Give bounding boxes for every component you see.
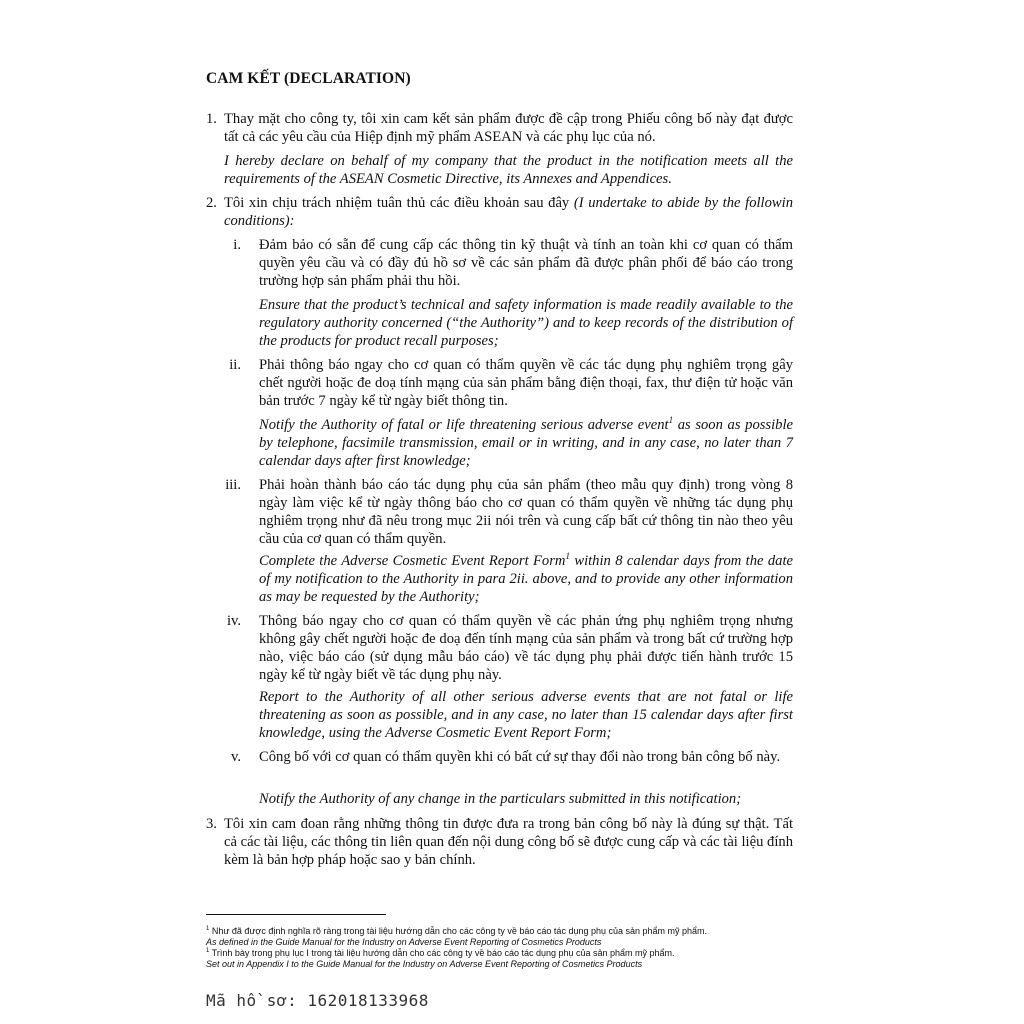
sub-item-ii-vietnamese: Phải thông báo ngay cho cơ quan có thẩm quyền về các tác dụng phụ nghiêm trọng gây chết người hoặc đe doạ tính mạng của sản phẩm bằng điện thoại, fax, thư điện tử hoặc văn bản trước 7 ngày kể từ ngày biết thông tin. bbox=[259, 357, 793, 409]
item-3-number: 3. bbox=[206, 816, 217, 832]
item-3-vietnamese: Tôi xin cam đoan rằng những thông tin được đưa ra trong bản công bố này là đúng sự thật. Tất cả các tài liệu, các thông tin liên quan đến nội dung công bố sẽ được cung cấp và các tài liệu đính kèm là bản hợp pháp hoặc sao y bản chính. bbox=[224, 816, 793, 868]
sub-item-i-number: i. bbox=[233, 237, 241, 253]
sub-item-ii-english bbox=[259, 416, 793, 470]
sub-item-iv-english: Report to the Authority of all other serious adverse events that are not fatal or life threatening as soon as possible, and in any case, no later than 15 calendar days after first knowledge, using the Adverse Cosmetic Event Report Form; bbox=[259, 689, 793, 741]
footnote-ref-2: 1 bbox=[565, 551, 570, 562]
sub-item-iii-vietnamese: Phải hoàn thành báo cáo tác dụng phụ của sản phẩm (theo mẫu quy định) trong vòng 8 ngày làm việc kể từ ngày thông báo cho cơ quan có thẩm quyền về những tác dụng phụ nghiêm trọng như đã nêu trong mục 2ii nói trên và cung cấp bất cứ thông tin nào theo yêu cầu của cơ quan có thẩm quyền. bbox=[259, 477, 793, 547]
sub-item-iv-vietnamese: Thông báo ngay cho cơ quan có thẩm quyền về các phản ứng phụ nghiêm trọng nhưng không gây chết người hoặc đe doạ đến tính mạng của sản phẩm và trong bất cứ trường hợp nào, việc báo cáo (sử dụng mẫu báo cáo) về tác dụng phụ phải được tiến hành trước 15 ngày kể từ ngày biết về tác dụng phụ này. bbox=[259, 613, 793, 683]
sub-item-i-vietnamese: Đảm bảo có sẵn để cung cấp các thông tin kỹ thuật và tính an toàn khi cơ quan có thẩm quyền yêu cầu và có đầy đủ hồ sơ về các sản phẩm đã được phân phối để báo cáo trong trường hợp sản phẩm phải thu hồi. bbox=[259, 237, 793, 289]
item-1-vietnamese: Thay mặt cho công ty, tôi xin cam kết sản phẩm được đề cập trong Phiếu công bố này đạt được tất cả các yêu cầu của Hiệp định mỹ phẩm ASEAN và các phụ lục của nó. bbox=[224, 111, 793, 145]
footnote-1-marker: 1 bbox=[206, 926, 210, 932]
item-2-text bbox=[224, 194, 793, 230]
sub-item-iv-number: iv. bbox=[226, 613, 241, 629]
document-title: CAM KẾT (DECLARATION) bbox=[206, 70, 411, 87]
sub-item-ii-english-a: Notify the Authority of fatal or life threatening serious adverse event bbox=[259, 417, 669, 433]
sub-item-i-english: Ensure that the product’s technical and safety information is made readily available to the regulatory authority concerned (“the Authority”) and to keep records of the distribution of the products for product recall purposes; bbox=[259, 297, 793, 349]
sub-item-v-number: v. bbox=[231, 749, 241, 765]
sub-item-iii-english-a: Complete the Adverse Cosmetic Event Report Form bbox=[259, 553, 566, 569]
item-1-number: 1. bbox=[206, 111, 217, 127]
record-code: Mã hồ sơ: 162018133968 bbox=[206, 991, 429, 1010]
sub-item-ii-english-b: as soon as possible by telephone, facsimile transmission, email or in writing, and in any case, no later than 7 calendar days after first knowledge; bbox=[259, 417, 793, 469]
sub-item-v-vietnamese: Công bố với cơ quan có thẩm quyền khi có bất cứ sự thay đổi nào trong bản công bố này. bbox=[259, 749, 781, 765]
sub-item-iii-english-b: within 8 calendar days from the date of my notification to the Authority in para 2ii. above, and to provide any other information as may be requested by the Authority; bbox=[259, 553, 793, 605]
footnote-1-english: As defined in the Guide Manual for the Industry on Adverse Event Reporting of Cosmetics Products bbox=[206, 937, 602, 947]
footnote-divider bbox=[206, 914, 386, 915]
footnote-2-marker: 1 bbox=[206, 948, 210, 954]
sub-item-ii-number: ii. bbox=[229, 357, 241, 373]
item-2-english: (I undertake to abide by the followin conditions): bbox=[224, 195, 793, 229]
footnote-ref-1: 1 bbox=[668, 415, 674, 426]
item-2-number: 2. bbox=[206, 195, 217, 211]
sub-item-iii-english bbox=[259, 552, 793, 606]
footnote-2-vietnamese: $^1$ Trình bày trong phụ lục I trong tài liệu hướng dẫn cho các công ty về báo cáo tác dụng phụ của sản phẩm mỹ phẩm. bbox=[206, 948, 675, 958]
sub-item-iii-number: iii. bbox=[225, 477, 241, 493]
item-1-english: I hereby declare on behalf of my company that the product in the notification meets all the requirements of the ASEAN Cosmetic Directive, its Annexes and Appendices. bbox=[224, 153, 793, 187]
sub-item-v-english: Notify the Authority of any change in the particulars submitted in this notification; bbox=[259, 791, 742, 807]
item-2-vietnamese: Tôi xin chịu trách nhiệm tuân thủ các điều khoản sau đây bbox=[224, 195, 570, 211]
footnote-1-vietnamese: $^1$ Như đã được định nghĩa rõ ràng trong tài liệu hướng dẫn cho các công ty về báo cáo tác dụng phụ của sản phẩm mỹ phẩm. bbox=[206, 926, 708, 936]
footnote-2-english: Set out in Appendix I to the Guide Manual for the Industry on Adverse Event Reporting of Cosmetics Products bbox=[206, 959, 643, 969]
